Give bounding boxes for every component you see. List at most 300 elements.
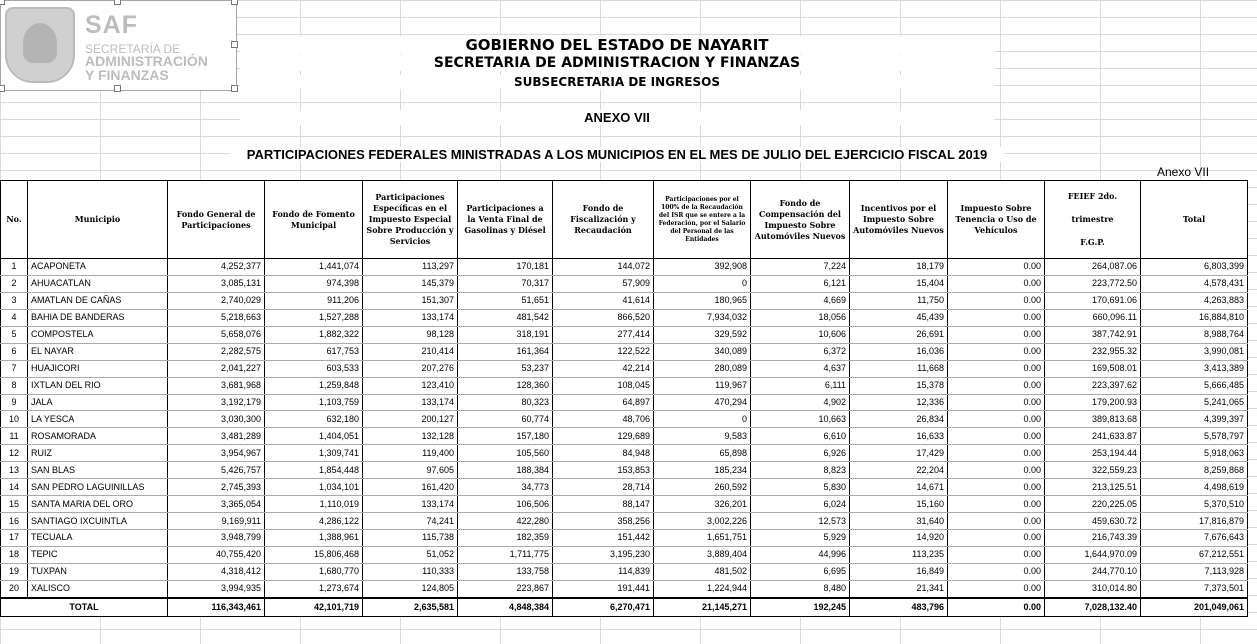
- municipio-name[interactable]: TUXPAN: [28, 563, 168, 580]
- feief-cell[interactable]: 1,644,970.09: [1045, 546, 1141, 563]
- total-cell[interactable]: 17,816,879: [1141, 513, 1248, 530]
- tenencia-cell[interactable]: 0.00: [948, 496, 1045, 513]
- compensacion-isan-cell[interactable]: 8,823: [751, 462, 850, 479]
- feief-cell[interactable]: 253,194.44: [1045, 445, 1141, 462]
- fondo-general-cell[interactable]: 2,745,393: [168, 479, 265, 496]
- feief-cell[interactable]: 232,955.32: [1045, 343, 1141, 360]
- col-fomento-municipal[interactable]: Fondo de Fomento Municipal: [265, 181, 363, 259]
- fomento-municipal-cell[interactable]: 1,680,770: [265, 563, 363, 580]
- isr-cell[interactable]: 180,965: [654, 292, 751, 309]
- fondo-general-cell[interactable]: 3,365,054: [168, 496, 265, 513]
- total-cell[interactable]: 3,413,389: [1141, 360, 1248, 377]
- total-cell[interactable]: 21,145,271: [654, 598, 751, 617]
- tenencia-cell[interactable]: 0.00: [948, 513, 1045, 530]
- isr-cell[interactable]: 329,592: [654, 326, 751, 343]
- gasolinas-cell[interactable]: 1,711,775: [458, 546, 553, 563]
- ieps-cell[interactable]: 115,738: [363, 530, 458, 547]
- ieps-cell[interactable]: 151,307: [363, 292, 458, 309]
- fomento-municipal-cell[interactable]: 911,206: [265, 292, 363, 309]
- isr-cell[interactable]: 280,089: [654, 360, 751, 377]
- col-feief[interactable]: [1045, 181, 1141, 259]
- incentivos-isan-cell[interactable]: 16,849: [850, 563, 948, 580]
- feief-cell[interactable]: 387,742.91: [1045, 326, 1141, 343]
- total-cell[interactable]: 5,666,485: [1141, 377, 1248, 394]
- incentivos-isan-cell[interactable]: 17,429: [850, 445, 948, 462]
- fiscalizacion-cell[interactable]: 48,706: [553, 411, 654, 428]
- total-cell[interactable]: 7,373,501: [1141, 580, 1248, 597]
- isr-cell[interactable]: 470,294: [654, 394, 751, 411]
- incentivos-isan-cell[interactable]: 16,633: [850, 428, 948, 445]
- row-number[interactable]: 17: [1, 530, 28, 547]
- fondo-general-cell[interactable]: 3,994,935: [168, 580, 265, 597]
- fomento-municipal-cell[interactable]: 1,034,101: [265, 479, 363, 496]
- total-cell[interactable]: 483,796: [850, 598, 948, 617]
- feief-cell[interactable]: 170,691.06: [1045, 292, 1141, 309]
- gasolinas-cell[interactable]: 157,180: [458, 428, 553, 445]
- total-cell[interactable]: 67,212,551: [1141, 546, 1248, 563]
- isr-cell[interactable]: 481,502: [654, 563, 751, 580]
- resize-handle-bottom[interactable]: [114, 85, 121, 92]
- incentivos-isan-cell[interactable]: 15,404: [850, 275, 948, 292]
- fiscalizacion-cell[interactable]: 277,414: [553, 326, 654, 343]
- col-isr[interactable]: Participaciones por el 100% de la Recaudación del ISR que se entere a la Federación, por el Salario del Personal de las Entidades: [654, 181, 751, 259]
- gasolinas-cell[interactable]: 34,773: [458, 479, 553, 496]
- municipio-name[interactable]: LA YESCA: [28, 411, 168, 428]
- compensacion-isan-cell[interactable]: 4,902: [751, 394, 850, 411]
- ieps-cell[interactable]: 132,128: [363, 428, 458, 445]
- compensacion-isan-cell[interactable]: 10,606: [751, 326, 850, 343]
- total-cell[interactable]: 4,848,384: [458, 598, 553, 617]
- feief-cell[interactable]: 220,225.05: [1045, 496, 1141, 513]
- isr-cell[interactable]: 1,651,751: [654, 530, 751, 547]
- compensacion-isan-cell[interactable]: 6,926: [751, 445, 850, 462]
- incentivos-isan-cell[interactable]: 14,920: [850, 530, 948, 547]
- feief-cell[interactable]: 310,014.80: [1045, 580, 1141, 597]
- municipio-name[interactable]: SANTA MARIA DEL ORO: [28, 496, 168, 513]
- fiscalizacion-cell[interactable]: 129,689: [553, 428, 654, 445]
- municipio-name[interactable]: SAN PEDRO LAGUINILLAS: [28, 479, 168, 496]
- incentivos-isan-cell[interactable]: 11,750: [850, 292, 948, 309]
- isr-cell[interactable]: 340,089: [654, 343, 751, 360]
- feief-cell[interactable]: 459,630.72: [1045, 513, 1141, 530]
- tenencia-cell[interactable]: 0.00: [948, 309, 1045, 326]
- fondo-general-cell[interactable]: 40,755,420: [168, 546, 265, 563]
- incentivos-isan-cell[interactable]: 12,336: [850, 394, 948, 411]
- tenencia-cell[interactable]: 0.00: [948, 343, 1045, 360]
- col-tenencia[interactable]: Impuesto Sobre Tenencia o Uso de Vehículos: [948, 181, 1045, 259]
- fondo-general-cell[interactable]: 3,481,289: [168, 428, 265, 445]
- feief-cell[interactable]: 244,770.10: [1045, 563, 1141, 580]
- incentivos-isan-cell[interactable]: 22,204: [850, 462, 948, 479]
- tenencia-cell[interactable]: 0.00: [948, 377, 1045, 394]
- isr-cell[interactable]: 3,002,226: [654, 513, 751, 530]
- feief-cell[interactable]: 213,125.51: [1045, 479, 1141, 496]
- resize-handle-top[interactable]: [114, 0, 121, 5]
- ieps-cell[interactable]: 145,379: [363, 275, 458, 292]
- col-fiscalizacion[interactable]: Fondo de Fiscalización y Recaudación: [553, 181, 654, 259]
- col-compensacion-isan[interactable]: Fondo de Compensación del Impuesto Sobre Automóviles Nuevos: [751, 181, 850, 259]
- isr-cell[interactable]: 3,889,404: [654, 546, 751, 563]
- col-municipio[interactable]: Municipio: [28, 181, 168, 259]
- fomento-municipal-cell[interactable]: 1,110,019: [265, 496, 363, 513]
- resize-handle-top-left[interactable]: [0, 0, 5, 5]
- isr-cell[interactable]: 1,224,944: [654, 580, 751, 597]
- municipio-name[interactable]: HUAJICORI: [28, 360, 168, 377]
- compensacion-isan-cell[interactable]: 6,610: [751, 428, 850, 445]
- total-cell[interactable]: 4,263,883: [1141, 292, 1248, 309]
- table-row: [1, 309, 1248, 326]
- tenencia-cell[interactable]: 0.00: [948, 546, 1045, 563]
- tenencia-cell[interactable]: 0.00: [948, 479, 1045, 496]
- gasolinas-cell[interactable]: 51,651: [458, 292, 553, 309]
- gasolinas-cell[interactable]: 422,280: [458, 513, 553, 530]
- ieps-cell[interactable]: 51,052: [363, 546, 458, 563]
- total-cell[interactable]: 8,259,868: [1141, 462, 1248, 479]
- municipio-name[interactable]: ROSAMORADA: [28, 428, 168, 445]
- table-row: [1, 445, 1248, 462]
- incentivos-isan-cell[interactable]: 16,036: [850, 343, 948, 360]
- fomento-municipal-cell[interactable]: 4,286,122: [265, 513, 363, 530]
- tenencia-cell[interactable]: 0.00: [948, 563, 1045, 580]
- total-cell[interactable]: 116,343,461: [168, 598, 265, 617]
- fomento-municipal-cell[interactable]: 1,259,848: [265, 377, 363, 394]
- row-number[interactable]: 16: [1, 513, 28, 530]
- total-cell[interactable]: 201,049,061: [1141, 598, 1248, 617]
- feief-cell[interactable]: 660,096.11: [1045, 309, 1141, 326]
- fiscalizacion-cell[interactable]: 114,839: [553, 563, 654, 580]
- col-ieps[interactable]: Participaciones Específicas en el Impuesto Especial Sobre Producción y Servicios: [363, 181, 458, 259]
- compensacion-isan-cell[interactable]: 6,695: [751, 563, 850, 580]
- gasolinas-cell[interactable]: 80,323: [458, 394, 553, 411]
- ieps-cell[interactable]: 124,805: [363, 580, 458, 597]
- municipio-name[interactable]: XALISCO: [28, 580, 168, 597]
- fiscalizacion-cell[interactable]: 28,714: [553, 479, 654, 496]
- isr-cell[interactable]: 7,934,032: [654, 309, 751, 326]
- ieps-cell[interactable]: 119,400: [363, 445, 458, 462]
- compensacion-isan-cell[interactable]: 8,480: [751, 580, 850, 597]
- total-cell[interactable]: 4,578,431: [1141, 275, 1248, 292]
- ieps-cell[interactable]: 133,174: [363, 309, 458, 326]
- table-row: [1, 275, 1248, 292]
- compensacion-isan-cell[interactable]: 12,573: [751, 513, 850, 530]
- resize-handle-bottom-right[interactable]: [231, 85, 238, 92]
- isr-cell[interactable]: 326,201: [654, 496, 751, 513]
- row-number[interactable]: 19: [1, 563, 28, 580]
- total-cell[interactable]: 5,918,063: [1141, 445, 1248, 462]
- ieps-cell[interactable]: 207,276: [363, 360, 458, 377]
- fomento-municipal-cell[interactable]: 1,882,322: [265, 326, 363, 343]
- tenencia-cell[interactable]: 0.00: [948, 580, 1045, 597]
- total-cell[interactable]: 3,990,081: [1141, 343, 1248, 360]
- fiscalizacion-cell[interactable]: 153,853: [553, 462, 654, 479]
- fondo-general-cell[interactable]: 4,252,377: [168, 259, 265, 276]
- gasolinas-cell[interactable]: 161,364: [458, 343, 553, 360]
- fiscalizacion-cell[interactable]: 42,214: [553, 360, 654, 377]
- municipio-name[interactable]: TECUALA: [28, 530, 168, 547]
- fondo-general-cell[interactable]: 2,041,227: [168, 360, 265, 377]
- feief-cell[interactable]: 179,200.93: [1045, 394, 1141, 411]
- gasolinas-cell[interactable]: 170,181: [458, 259, 553, 276]
- tenencia-cell[interactable]: 0.00: [948, 360, 1045, 377]
- fiscalizacion-cell[interactable]: 108,045: [553, 377, 654, 394]
- total-cell[interactable]: 7,676,643: [1141, 530, 1248, 547]
- fomento-municipal-cell[interactable]: 1,388,961: [265, 530, 363, 547]
- compensacion-isan-cell[interactable]: 10,663: [751, 411, 850, 428]
- tenencia-cell[interactable]: 0.00: [948, 292, 1045, 309]
- gasolinas-cell[interactable]: 318,191: [458, 326, 553, 343]
- municipio-name[interactable]: BAHIA DE BANDERAS: [28, 309, 168, 326]
- resize-handle-bottom-left[interactable]: [0, 85, 5, 92]
- ieps-cell[interactable]: 97,605: [363, 462, 458, 479]
- fondo-general-cell[interactable]: 2,740,029: [168, 292, 265, 309]
- fiscalizacion-cell[interactable]: 88,147: [553, 496, 654, 513]
- isr-cell[interactable]: 9,583: [654, 428, 751, 445]
- gasolinas-cell[interactable]: 223,867: [458, 580, 553, 597]
- feief-cell[interactable]: 322,559.23: [1045, 462, 1141, 479]
- municipio-name[interactable]: SANTIAGO IXCUINTLA: [28, 513, 168, 530]
- tenencia-cell[interactable]: 0.00: [948, 530, 1045, 547]
- row-number[interactable]: 10: [1, 411, 28, 428]
- ieps-cell[interactable]: 98,128: [363, 326, 458, 343]
- ieps-cell[interactable]: 200,127: [363, 411, 458, 428]
- resize-handle-top-right[interactable]: [231, 0, 238, 5]
- fiscalizacion-cell[interactable]: 3,195,230: [553, 546, 654, 563]
- fomento-municipal-cell[interactable]: 1,309,741: [265, 445, 363, 462]
- compensacion-isan-cell[interactable]: 4,637: [751, 360, 850, 377]
- col-fondo-general[interactable]: Fondo General de Participaciones: [168, 181, 265, 259]
- table-row: [1, 479, 1248, 496]
- tenencia-cell[interactable]: 0.00: [948, 462, 1045, 479]
- total-cell[interactable]: 6,270,471: [553, 598, 654, 617]
- compensacion-isan-cell[interactable]: 7,224: [751, 259, 850, 276]
- row-number[interactable]: 7: [1, 360, 28, 377]
- tenencia-cell[interactable]: 0.00: [948, 394, 1045, 411]
- fiscalizacion-cell[interactable]: 191,441: [553, 580, 654, 597]
- gasolinas-cell[interactable]: 53,237: [458, 360, 553, 377]
- row-number[interactable]: 3: [1, 292, 28, 309]
- ieps-cell[interactable]: 110,333: [363, 563, 458, 580]
- isr-cell[interactable]: 185,234: [654, 462, 751, 479]
- municipio-name[interactable]: AMATLAN DE CAÑAS: [28, 292, 168, 309]
- row-number[interactable]: 20: [1, 580, 28, 597]
- tenencia-cell[interactable]: 0.00: [948, 411, 1045, 428]
- incentivos-isan-cell[interactable]: 26,834: [850, 411, 948, 428]
- compensacion-isan-cell[interactable]: 18,056: [751, 309, 850, 326]
- row-number[interactable]: 18: [1, 546, 28, 563]
- fomento-municipal-cell[interactable]: 1,404,051: [265, 428, 363, 445]
- total-cell[interactable]: 8,988,764: [1141, 326, 1248, 343]
- total-cell[interactable]: 2,635,581: [363, 598, 458, 617]
- fiscalizacion-cell[interactable]: 57,909: [553, 275, 654, 292]
- gasolinas-cell[interactable]: 188,384: [458, 462, 553, 479]
- feief-cell[interactable]: 223,772.50: [1045, 275, 1141, 292]
- incentivos-isan-cell[interactable]: 14,671: [850, 479, 948, 496]
- isr-cell[interactable]: 65,898: [654, 445, 751, 462]
- ieps-cell[interactable]: 133,174: [363, 394, 458, 411]
- row-number[interactable]: 1: [1, 259, 28, 276]
- tenencia-cell[interactable]: 0.00: [948, 275, 1045, 292]
- municipio-name[interactable]: SAN BLAS: [28, 462, 168, 479]
- ieps-cell[interactable]: 133,174: [363, 496, 458, 513]
- gasolinas-cell[interactable]: 133,758: [458, 563, 553, 580]
- incentivos-isan-cell[interactable]: 31,640: [850, 513, 948, 530]
- fomento-municipal-cell[interactable]: 1,527,288: [265, 309, 363, 326]
- fondo-general-cell[interactable]: 5,658,076: [168, 326, 265, 343]
- compensacion-isan-cell[interactable]: 6,121: [751, 275, 850, 292]
- fondo-general-cell[interactable]: 3,954,967: [168, 445, 265, 462]
- ieps-cell[interactable]: 123,410: [363, 377, 458, 394]
- fomento-municipal-cell[interactable]: 617,753: [265, 343, 363, 360]
- fondo-general-cell[interactable]: 2,282,575: [168, 343, 265, 360]
- row-number[interactable]: 2: [1, 275, 28, 292]
- incentivos-isan-cell[interactable]: 45,439: [850, 309, 948, 326]
- fondo-general-cell[interactable]: 4,318,412: [168, 563, 265, 580]
- col-incentivos-isan[interactable]: Incentivos por el Impuesto Sobre Automóviles Nuevos: [850, 181, 948, 259]
- feief-cell[interactable]: 223,397.62: [1045, 377, 1141, 394]
- incentivos-isan-cell[interactable]: 15,160: [850, 496, 948, 513]
- row-number[interactable]: 8: [1, 377, 28, 394]
- row-number[interactable]: 4: [1, 309, 28, 326]
- total-cell[interactable]: 16,884,810: [1141, 309, 1248, 326]
- incentivos-isan-cell[interactable]: 18,179: [850, 259, 948, 276]
- compensacion-isan-cell[interactable]: 5,830: [751, 479, 850, 496]
- fondo-general-cell[interactable]: 3,948,799: [168, 530, 265, 547]
- fiscalizacion-cell[interactable]: 64,897: [553, 394, 654, 411]
- fomento-municipal-cell[interactable]: 1,103,759: [265, 394, 363, 411]
- fomento-municipal-cell[interactable]: 15,806,468: [265, 546, 363, 563]
- row-number[interactable]: 5: [1, 326, 28, 343]
- total-cell[interactable]: 7,028,132.40: [1045, 598, 1141, 617]
- fiscalizacion-cell[interactable]: 41,614: [553, 292, 654, 309]
- row-number[interactable]: 11: [1, 428, 28, 445]
- incentivos-isan-cell[interactable]: 15,378: [850, 377, 948, 394]
- gasolinas-cell[interactable]: 182,359: [458, 530, 553, 547]
- tenencia-cell[interactable]: 0.00: [948, 259, 1045, 276]
- feief-cell[interactable]: 264,087.06: [1045, 259, 1141, 276]
- table-row: [1, 530, 1248, 547]
- compensacion-isan-cell[interactable]: 6,372: [751, 343, 850, 360]
- fondo-general-cell[interactable]: 9,169,911: [168, 513, 265, 530]
- isr-cell[interactable]: 0: [654, 411, 751, 428]
- feief-cell[interactable]: 216,743.39: [1045, 530, 1141, 547]
- tenencia-cell[interactable]: 0.00: [948, 445, 1045, 462]
- isr-cell[interactable]: 0: [654, 275, 751, 292]
- fiscalizacion-cell[interactable]: 144,072: [553, 259, 654, 276]
- fondo-general-cell[interactable]: 3,192,179: [168, 394, 265, 411]
- gasolinas-cell[interactable]: 105,560: [458, 445, 553, 462]
- ieps-cell[interactable]: 210,414: [363, 343, 458, 360]
- gasolinas-cell[interactable]: 106,506: [458, 496, 553, 513]
- compensacion-isan-cell[interactable]: 6,111: [751, 377, 850, 394]
- isr-cell[interactable]: 260,592: [654, 479, 751, 496]
- compensacion-isan-cell[interactable]: 5,929: [751, 530, 850, 547]
- fomento-municipal-cell[interactable]: 974,398: [265, 275, 363, 292]
- total-cell[interactable]: 5,241,065: [1141, 394, 1248, 411]
- incentivos-isan-cell[interactable]: 11,668: [850, 360, 948, 377]
- total-cell[interactable]: 6,803,399: [1141, 259, 1248, 276]
- municipio-name[interactable]: ACAPONETA: [28, 259, 168, 276]
- compensacion-isan-cell[interactable]: 44,996: [751, 546, 850, 563]
- incentivos-isan-cell[interactable]: 21,341: [850, 580, 948, 597]
- fondo-general-cell[interactable]: 3,085,131: [168, 275, 265, 292]
- municipio-name[interactable]: AHUACATLAN: [28, 275, 168, 292]
- municipio-name[interactable]: IXTLAN DEL RIO: [28, 377, 168, 394]
- ieps-cell[interactable]: 113,297: [363, 259, 458, 276]
- fiscalizacion-cell[interactable]: 358,256: [553, 513, 654, 530]
- fomento-municipal-cell[interactable]: 1,854,448: [265, 462, 363, 479]
- total-cell[interactable]: 4,498,619: [1141, 479, 1248, 496]
- resize-handle-right[interactable]: [231, 41, 238, 48]
- municipio-name[interactable]: EL NAYAR: [28, 343, 168, 360]
- feief-cell[interactable]: 241,633.87: [1045, 428, 1141, 445]
- fondo-general-cell[interactable]: 3,030,300: [168, 411, 265, 428]
- total-cell[interactable]: 42,101,719: [265, 598, 363, 617]
- fondo-general-cell[interactable]: 5,426,757: [168, 462, 265, 479]
- fiscalizacion-cell[interactable]: 84,948: [553, 445, 654, 462]
- incentivos-isan-cell[interactable]: 26,691: [850, 326, 948, 343]
- municipio-name[interactable]: COMPOSTELA: [28, 326, 168, 343]
- fomento-municipal-cell[interactable]: 632,180: [265, 411, 363, 428]
- total-cell[interactable]: 0.00: [948, 598, 1045, 617]
- compensacion-isan-cell[interactable]: 4,669: [751, 292, 850, 309]
- annex-label-right: Anexo VII: [1157, 165, 1210, 179]
- gasolinas-cell[interactable]: 60,774: [458, 411, 553, 428]
- gasolinas-cell[interactable]: 128,360: [458, 377, 553, 394]
- total-cell[interactable]: 192,245: [751, 598, 850, 617]
- municipio-name[interactable]: JALA: [28, 394, 168, 411]
- total-label[interactable]: TOTAL: [1, 598, 168, 617]
- col-total[interactable]: Total: [1141, 181, 1248, 259]
- isr-cell[interactable]: 392,908: [654, 259, 751, 276]
- fondo-general-cell[interactable]: 3,681,968: [168, 377, 265, 394]
- fiscalizacion-cell[interactable]: 122,522: [553, 343, 654, 360]
- subsecretariat-title: SUBSECRETARIA DE INGRESOS: [240, 75, 994, 89]
- total-cell[interactable]: 4,399,397: [1141, 411, 1248, 428]
- tenencia-cell[interactable]: 0.00: [948, 326, 1045, 343]
- fomento-municipal-cell[interactable]: 1,273,674: [265, 580, 363, 597]
- feief-cell[interactable]: 389,813.68: [1045, 411, 1141, 428]
- fomento-municipal-cell[interactable]: 603,533: [265, 360, 363, 377]
- total-cell[interactable]: 7,113,928: [1141, 563, 1248, 580]
- feief-cell[interactable]: 169,508.01: [1045, 360, 1141, 377]
- total-cell[interactable]: 5,578,797: [1141, 428, 1248, 445]
- row-number[interactable]: 12: [1, 445, 28, 462]
- fomento-municipal-cell[interactable]: 1,441,074: [265, 259, 363, 276]
- fondo-general-cell[interactable]: 5,218,663: [168, 309, 265, 326]
- row-number[interactable]: 14: [1, 479, 28, 496]
- incentivos-isan-cell[interactable]: 113,235: [850, 546, 948, 563]
- fiscalizacion-cell[interactable]: 866,520: [553, 309, 654, 326]
- municipio-name[interactable]: RUIZ: [28, 445, 168, 462]
- compensacion-isan-cell[interactable]: 6,024: [751, 496, 850, 513]
- col-gasolinas[interactable]: Participaciones a la Venta Final de Gasolinas y Diésel: [458, 181, 553, 259]
- row-number[interactable]: 15: [1, 496, 28, 513]
- total-cell[interactable]: 5,370,510: [1141, 496, 1248, 513]
- fiscalizacion-cell[interactable]: 151,442: [553, 530, 654, 547]
- isr-cell[interactable]: 119,967: [654, 377, 751, 394]
- ieps-cell[interactable]: 74,241: [363, 513, 458, 530]
- logo-image-frame[interactable]: [0, 0, 237, 91]
- ieps-cell[interactable]: 161,420: [363, 479, 458, 496]
- row-number[interactable]: 6: [1, 343, 28, 360]
- row-number[interactable]: 9: [1, 394, 28, 411]
- row-number[interactable]: 13: [1, 462, 28, 479]
- col-no[interactable]: No.: [1, 181, 28, 259]
- tenencia-cell[interactable]: 0.00: [948, 428, 1045, 445]
- municipio-name[interactable]: TEPIC: [28, 546, 168, 563]
- gasolinas-cell[interactable]: 70,317: [458, 275, 553, 292]
- gasolinas-cell[interactable]: 481,542: [458, 309, 553, 326]
